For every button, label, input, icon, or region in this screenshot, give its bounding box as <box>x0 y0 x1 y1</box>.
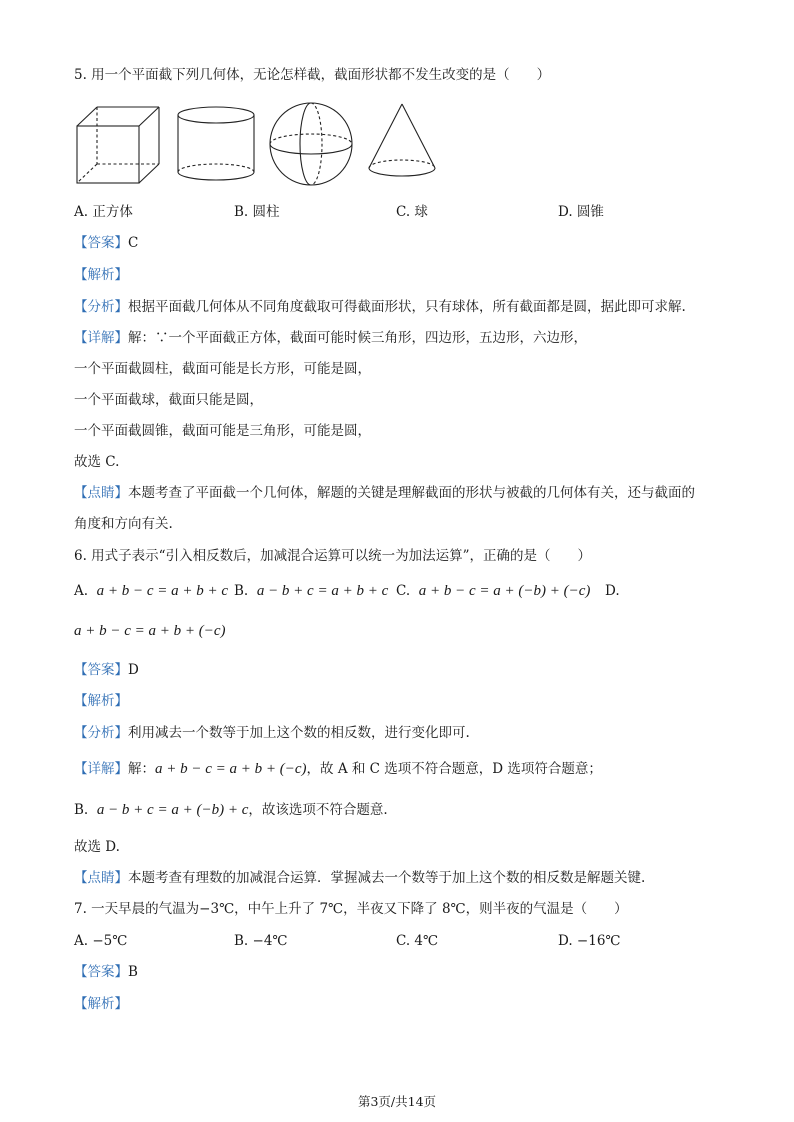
q5-xiangjie-line-1: 【详解】解：∵一个平面截正方体，截面可能时候三角形，四边形，五边形，六边形， <box>74 330 587 346</box>
q7-option-d: D. −16℃ <box>558 933 621 949</box>
q6-answer: D <box>128 662 139 678</box>
q5-question: 5. 用一个平面截下列几何体，无论怎样截，截面形状都不发生改变的是（ ） <box>74 67 551 83</box>
answer-tag: 【答案】 <box>74 235 128 251</box>
q5-xiangjie-line-5: 故选 C. <box>74 454 120 470</box>
q6-dianjing-line: 【点睛】本题考查有理数的加减混合运算．掌握减去一个数等于加上这个数的相反数是解题关键. <box>74 870 646 886</box>
page-footer: 第3页/共14页 <box>357 1094 437 1109</box>
q6-answer-line: 【答案】D <box>74 662 139 678</box>
q6-option-a: A. a + b − c = a + b + c <box>74 583 229 599</box>
q6-question: 6. 用式子表示“引入相反数后，加减混合运算可以统一为加法运算”，正确的是（ ） <box>74 548 591 564</box>
q5-option-a: A. 正方体 <box>74 204 133 220</box>
q6-option-c-formula: a + b − c = a + (−b) + (−c) <box>418 583 591 599</box>
q5-answer-line <box>74 234 138 252</box>
q5-option-c: C. 球 <box>396 204 428 220</box>
q6-option-d <box>74 622 226 640</box>
sphere-figure <box>266 102 356 186</box>
q5-option-d: D. 圆锥 <box>558 204 604 220</box>
q6-option-d-formula: a + b − c = a + b + (−c) <box>74 623 226 639</box>
q7-option-a: A. −5℃ <box>74 933 128 949</box>
q6-option-c: C. a + b − c = a + (−b) + (−c) <box>396 583 591 599</box>
q5-answer: C <box>128 235 139 251</box>
q6-option-b-formula: a − b + c = a + b + c <box>256 583 389 599</box>
q6-option-d-label: D. <box>605 583 620 599</box>
q6-option-b: B. a − b + c = a + b + c <box>234 583 389 599</box>
q7-answer: B <box>128 964 138 980</box>
q5-xiangjie-line-3: 一个平面截球，截面只能是圆， <box>74 392 263 408</box>
q6-fenxi-line: 【分析】利用减去一个数等于加上这个数的相反数，进行变化即可. <box>74 725 470 741</box>
q6-xiangjie-line-1: 【详解】解：a + b − c = a + b + (−c)，故 A 和 C 选项不符合题意，D 选项符合题意； <box>74 761 602 777</box>
q6-xiangjie-line-2: B. a − b + c = a + (−b) + c，故该选项不符合题意. <box>74 802 388 818</box>
q7-jiexi-tag: 【解析】 <box>74 996 128 1012</box>
cylinder-figure <box>174 104 258 184</box>
q5-dianjing-line-2: 角度和方向有关. <box>74 516 173 532</box>
cube-figure <box>74 104 164 186</box>
q6-xiangjie-line-3: 故选 D. <box>74 839 120 855</box>
q6-jiexi-tag: 【解析】 <box>74 693 128 709</box>
q7-option-b: B. −4℃ <box>234 933 288 949</box>
q5-xiangjie-line-2: 一个平面截圆柱，截面可能是长方形，可能是圆， <box>74 361 371 377</box>
q5-jiexi-tag: 【解析】 <box>74 267 128 283</box>
q7-question: 7. 一天早晨的气温为−3℃，中午上升了 7℃，半夜又下降了 8℃，则半夜的气温是（ ） <box>74 901 628 917</box>
cone-figure <box>366 102 438 184</box>
q6-option-a-formula: a + b − c = a + b + c <box>96 583 229 599</box>
q7-answer-line: 【答案】B <box>74 964 138 980</box>
q5-option-b: B. 圆柱 <box>234 204 280 220</box>
q5-dianjing-line-1: 【点睛】本题考查了平面截一个几何体，解题的关键是理解截面的形状与被截的几何体有关，还与截面的 <box>74 485 695 501</box>
q5-fenxi-line: 【分析】根据平面截几何体从不同角度截取可得截面形状，只有球体，所有截面都是圆，据此即可求解. <box>74 299 686 315</box>
q7-option-c: C. 4℃ <box>396 933 439 949</box>
q5-xiangjie-line-4: 一个平面截圆锥，截面可能是三角形，可能是圆， <box>74 423 371 439</box>
